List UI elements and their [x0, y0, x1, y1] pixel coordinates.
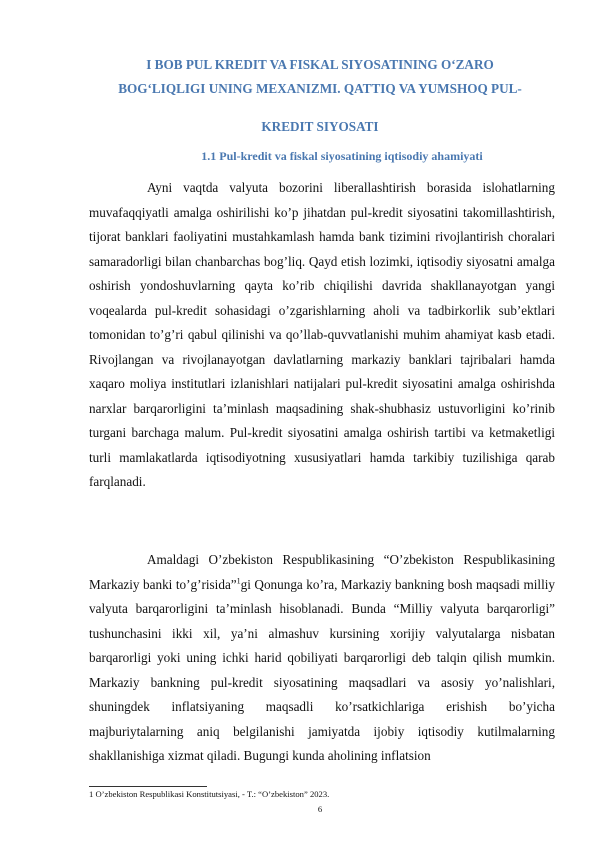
footnote-reference: 1 [236, 576, 241, 586]
footnote-text: 1 O’zbekiston Respublikasi Konstitutsiyasi, - T.: “O’zbekiston” 2023. [89, 789, 330, 799]
chapter-title-line-1: I BOB PUL KREDIT VA FISKAL SIYOSATINING O‘ZARO [146, 57, 494, 72]
page-number: 6 [317, 804, 323, 814]
chapter-title-line-2: BOG‘LIQLIGI UNING MEXANIZMI. QATTIQ VA YUMSHOQ PUL- [118, 81, 522, 96]
footnote-separator [89, 786, 207, 787]
section-title: 1.1 Pul-kredit va fiskal siyosatining iqtisodiy ahamiyati [201, 149, 483, 163]
body-paragraph-2 [89, 548, 555, 769]
paragraph-2-text-before-footnote: Amaldagi O’zbekiston Respublikasining “O’zbekiston Respublikasining Markaziy banki to’g’risida” [89, 552, 555, 592]
chapter-title-line-3: KREDIT SIYOSATI [261, 119, 379, 134]
body-paragraph-1: Ayni vaqtda valyuta bozorini liberallashtirish borasida islohatlarning muvafaqqiyatli amalga oshirilishi ko’p jihatdan pul-kredit siyosatini takomillashtirish, tijorat banklari faoliyatini mustahkamlash hamda bank tizimini rivojlantirish choralari samaradorligi bilan chanbarchas bog’liq. Qayd etish lozimki, iqtisodiy siyosatni amalga oshirish yondoshuvlarning qayta ko’rib chiqilishi davrida shakllanayotgan yangi voqealarda pul-kredit sohasidagi o’zgarishlarning aholi va tadbirkorlik sub’ektlari tomonidan to’g’ri qabul qilinishi va qo’llab-quvvatlanishi muhim ahamiyat kasb etadi. Rivojlangan va rivojlanayotgan davlatlarning markaziy banklari tajribalari hamda xaqaro moliya institutlari izlanishlari natijalari pul-kredit siyosatini amalga oshirishda narxlar barqarorligini ta’minlash maqsadining shak-shubhasiz ustuvorligini ko’rinib turgani barchaga malum. Pul-kredit siyosatini amalga oshirish tartibi va ketmaketligi turli mamlakatlarda iqtisodiyotning xususiyatlari hamda tarkibiy tuzilishiga qarab farqlanadi. [89, 180, 555, 489]
paragraph-2-text-after-footnote: gi Qonunga ko’ra, Markaziy bankning bosh maqsadi milliy valyuta barqarorligini ta’minlash hisoblanadi. Bunda “Milliy valyuta barqarorligi” tushunchasini ikki xil, ya’ni almashuv kursining xorijiy valyutalarga nisbatan barqarorligi yoki uning ichki harid qobiliyati barqarorligi deb talqin qilish mumkin. Markaziy bankning pul-kredit siyosatining maqsadlari va asosiy yo’nalishlari, shuningdek inflatsiyaning maqsadli ko’rsatkichlariga erishish bo’yicha majburiytalarning aniq belgilanishi jamiyatda ijobiy iqtisodiy kutilmalarning shakllanishiga xizmat qiladi. Bugungi kunda aholining inflatsion [89, 576, 555, 763]
